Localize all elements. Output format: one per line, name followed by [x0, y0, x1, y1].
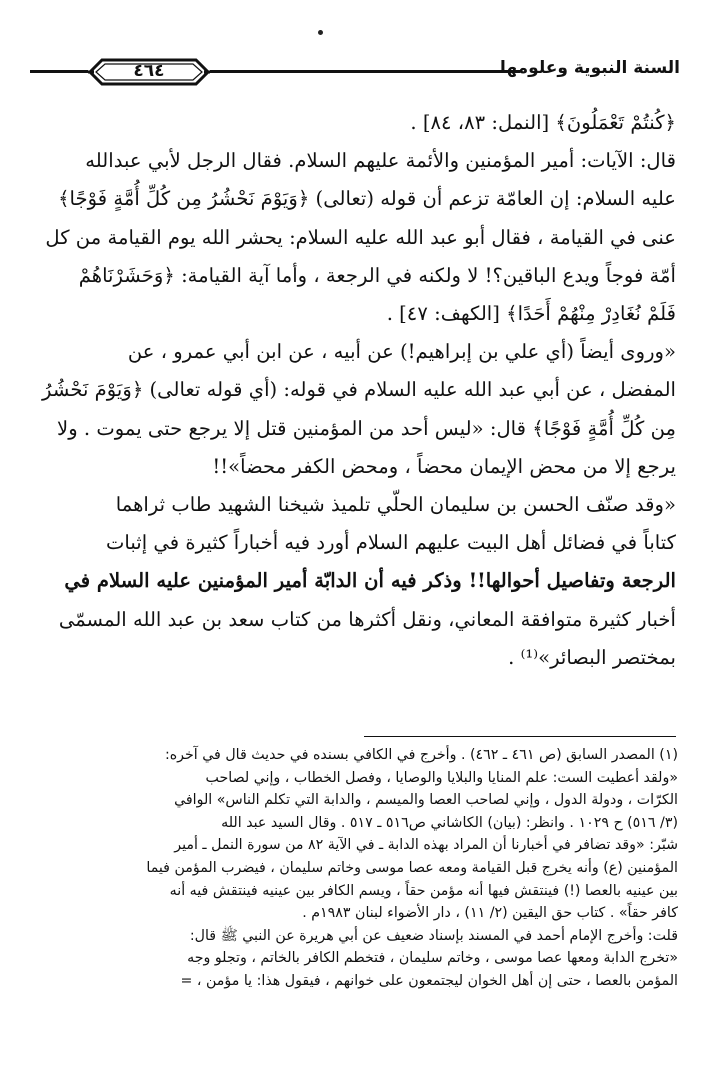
- footnote-line: (٣/ ٥١٦) ح ١٠٢٩ . وانظر: (بيان) الكاشاني ص٥١٦ ـ ٥١٧ . وقال السيد عبد الله: [221, 814, 678, 831]
- footnote-line: قلت: وأخرج الإمام أحمد في المسند بإسناد ضعيف عن أبي هريرة عن النبي ﷺ قال:: [189, 927, 678, 944]
- text-line: المفضل ، عن أبي عبد الله عليه السلام في قوله: (أي قوله تعالى) ﴿وَيَوْمَ نَحْشُرُ: [42, 378, 676, 402]
- footnote-line: بين عينيه بالعصا (!) فينتقش فيها أنه مؤمن حقاً ، ويسم الكافر بين عينيه فينتقش فيه أنه: [169, 882, 678, 899]
- text-line: «وروى أيضاً (أي علي بن إبراهيم!) عن أبيه ، عن ابن أبي عمرو ، عن: [127, 340, 676, 364]
- text-line: أمّة فوجاً ويدع الباقين؟! لا ولكنه في الرجعة ، وأما آية القيامة: ﴿وَحَشَرْنَاهُمْ: [78, 263, 676, 287]
- footnote-line: «تخرج الدابة ومعها عصا موسى ، وخاتم سليمان ، فتخطم الكافر بالخاتم ، وتجلو وجه: [187, 950, 678, 967]
- text-line: ﴿كُنتُمْ تَعْمَلُونَ﴾ [النمل: ٨٣، ٨٤] .: [410, 111, 676, 134]
- footnote-line: كافر حقاً» . كتاب حق اليقين (٢/ ١١) ، دار الأضواء لبنان ١٩٨٣م .: [302, 905, 678, 922]
- text-line: قال: الآيات: أمير المؤمنين والأئمة عليهم السلام. فقال الرجل لأبي عبدالله: [85, 149, 676, 173]
- footnote-line: «ولقد أعطيت الست: علم المنايا والبلايا والوصايا ، وفصل الخطاب ، وإني لصاحب: [205, 769, 678, 786]
- text-line: يرجع إلا من محض الإيمان محضاً ، ومحض الكفر محضاً»!!: [212, 454, 676, 478]
- header-rule-right: [210, 70, 520, 73]
- footnote-separator: [364, 736, 676, 737]
- running-title: السنة النبوية وعلومها: [500, 58, 680, 78]
- footnote-line: الكرّات ، ودولة الدول ، وإني لصاحب العصا والميسم ، والدابة التي تكلم الناس» الوافي: [174, 792, 678, 809]
- top-dot: [318, 30, 323, 35]
- text-line: كتاباً في فضائل أهل البيت عليهم السلام أورد فيه أخباراً كثيرة في إثبات: [105, 531, 676, 555]
- page-number: ٤٦٤: [133, 61, 165, 81]
- page-number-frame: [88, 56, 210, 88]
- text-line: أخبار كثيرة متوافقة المعاني، ونقل أكثرها من كتاب سعد بن عبد الله المسمّى: [58, 607, 676, 631]
- text-line: مِن كُلِّ أُمَّةٍ فَوْجًا﴾ قال: «ليس أحد من المؤمنين قتل إلا يرجع حتى يموت . ولا: [57, 416, 676, 440]
- header-rule-left: [30, 70, 88, 73]
- text-line: بمختصر البصائر»⁽¹⁾ .: [508, 645, 676, 669]
- text-line: الرجعة وتفاصيل أحوالها!! وذكر فيه أن الدابّة أمير المؤمنين عليه السلام في: [64, 569, 676, 593]
- main-text: [36, 104, 676, 677]
- footnotes: [30, 744, 678, 993]
- text-line: فَلَمْ نُغَادِرْ مِنْهُمْ أَحَدًا﴾ [الكهف: ٤٧] .: [386, 302, 676, 326]
- footnote-line: المؤمن بالعصا ، حتى إن أهل الخوان ليجتمعون على خوانهم ، فيقول هذا: يا مؤمن ، =: [180, 972, 678, 989]
- footnote-line: المؤمنين (ع) وأنه يخرج قبل القيامة ومعه عصا موسى وخاتم سليمان ، فيضرب المؤمن فيما: [146, 859, 678, 876]
- text-line: «وقد صنّف الحسن بن سليمان الحلّي تلميذ شيخنا الشهيد طاب ثراهما: [115, 493, 676, 517]
- footnote-line: (١) المصدر السابق (ص ٤٦١ ـ ٤٦٢) . وأخرج في الكافي بسنده في حديث قال في آخره:: [164, 747, 678, 763]
- footnote-line: شبّر: «وقد تضافر في أخبارنا أن المراد بهذه الدابة ـ في الآية ٨٢ من سورة النمل ـ أمير: [174, 837, 678, 854]
- text-line: عليه السلام: إن العامّة تزعم أن قوله (تعالى) ﴿وَيَوْمَ نَحْشُرُ مِن كُلِّ أُمَّةٍ فَوْجًا﴾: [58, 187, 676, 211]
- page-header: [30, 52, 680, 96]
- text-line: عنى في القيامة ، فقال أبو عبد الله عليه السلام: يحشر الله يوم القيامة من كل: [45, 225, 676, 249]
